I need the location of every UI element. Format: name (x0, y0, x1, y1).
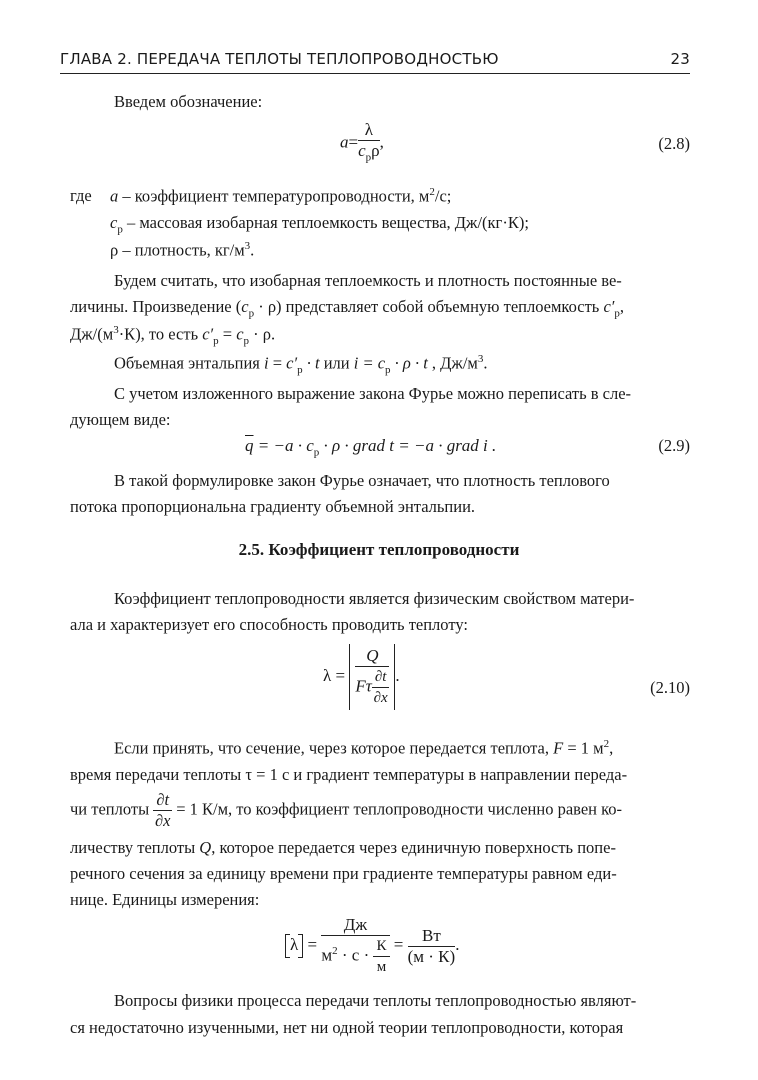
p1-l3c: ·К), то есть (118, 324, 203, 344)
p2-e: p (297, 363, 303, 376)
eq28-lhs: a (340, 132, 349, 152)
def-rho-text: ρ – плотность, кг/м (110, 240, 245, 260)
chapter-title: ГЛАВА 2. ПЕРЕДАЧА ТЕПЛОТЫ ТЕПЛОПРОВОДНОСТЬЮ (60, 50, 499, 68)
eq210-den (355, 667, 389, 708)
eq28-number: (2.8) (658, 134, 690, 153)
units-den2: (м · К) (407, 946, 456, 966)
para4-line1: В такой формулировке закон Фурье означает, что плотность теплового (114, 471, 610, 490)
def-rho (110, 240, 254, 261)
para4-line2: потока пропорциональна градиенту объемной энтальпии. (70, 497, 476, 516)
eq210-dx: ∂x (373, 690, 388, 706)
def-cp (110, 213, 529, 235)
p6-l4b: Q (199, 838, 212, 857)
units-lam: λ (290, 934, 299, 954)
para3-line2: дующем виде: (70, 410, 171, 429)
eq28-fraction (358, 120, 380, 167)
def-a-text: – коэффициент температуропроводности, м (118, 186, 430, 206)
para5-line1: Коэффициент теплопроводности является физическим свойством матери- (114, 589, 635, 608)
eq210-dt: ∂t (374, 669, 387, 685)
p6-dx: ∂x (154, 811, 171, 830)
eq28-den-c: c (358, 141, 366, 160)
p1-l3d: c′ (202, 324, 214, 344)
eq29-number: (2.9) (658, 436, 690, 455)
eq28-eq: = (348, 132, 359, 152)
para6-line1 (114, 738, 613, 759)
para6-line5: речного сечения за единицу времени при градиенте температуры равном еди- (70, 864, 617, 883)
eq29-sub: p (313, 446, 320, 459)
units-eq1: = (307, 934, 318, 954)
p6-frac (153, 790, 172, 831)
equation-2-10 (323, 644, 400, 710)
p2-c: = (268, 353, 287, 373)
header-rule (60, 73, 690, 74)
eq29-q: $\overline{q}$ (245, 436, 254, 455)
p1-l2g: , (619, 297, 625, 316)
eq29-rhs2: · ρ · grad t = −a · grad i . (319, 436, 497, 455)
p6-l3b: = 1 К/м, то коэффициент теплопроводности численно равен ко- (172, 799, 623, 819)
p2-l: p (385, 363, 391, 376)
p1-l2a: личины. Произведение ( (70, 297, 242, 316)
p6-l1a: Если принять, что сечение, через которое передается теплота, (114, 738, 554, 758)
p1-l3i: · ρ. (249, 324, 276, 344)
para7-line2: ся недостаточно изученными, нет ни одной теории теплопроводности, которая (70, 1018, 624, 1037)
units-eq2: = (393, 934, 404, 954)
def-cp-sym: c (110, 213, 118, 232)
eq210-dnum (372, 667, 390, 688)
units-kden: м (376, 959, 387, 975)
page-header (60, 50, 690, 74)
p2-m: · ρ · t (390, 353, 428, 373)
def-where: где (70, 186, 92, 205)
p1-l3b: 3 (113, 324, 119, 336)
units-knum: К (373, 936, 389, 957)
para5-line2: ала и характеризует его способность проводить теплоту: (70, 615, 468, 634)
eq28-num: λ (358, 120, 380, 141)
p6-l1b: F (553, 738, 564, 758)
units-den1a: м (321, 945, 333, 965)
units-frac2 (408, 926, 456, 967)
para6-line3 (70, 790, 622, 831)
p1-l3e: p (213, 334, 219, 347)
p2-g: или (319, 353, 354, 373)
def-a-sup: 2 (429, 186, 435, 198)
intro-text: Введем обозначение: (114, 92, 263, 111)
p2-b: i (264, 353, 269, 373)
units-den1b: · с · (337, 945, 374, 965)
p2-p: . (483, 353, 488, 373)
eq28-den-sub: p (365, 151, 372, 164)
p2-o: 3 (477, 353, 484, 365)
p6-frac-den (153, 811, 172, 831)
p6-l1d: 2 (603, 738, 610, 750)
p2-d: c′ (286, 353, 298, 373)
eq210-abs (349, 644, 395, 710)
units-equation (285, 915, 459, 977)
para7-line1: Вопросы физики процесса передачи теплоты теплопроводностью являют- (114, 991, 637, 1010)
def-cp-sub: p (117, 223, 123, 236)
def-rho-sup: 3 (244, 240, 251, 252)
para2 (114, 353, 487, 376)
eq210-tail: . (395, 665, 400, 685)
eq210-num (355, 646, 389, 667)
units-den1 (321, 936, 389, 977)
p1-l3a: Дж/(м (70, 324, 114, 344)
eq210-q: Q (366, 646, 379, 665)
para1-line1: Будем считать, что изобарная теплоемкость и плотность постоянные ве- (114, 271, 622, 290)
p6-dt: ∂t (156, 790, 170, 809)
page-number: 23 (670, 50, 690, 68)
eq210-dden (372, 688, 390, 708)
para6-line4 (70, 838, 616, 858)
equation-2-8 (340, 120, 384, 167)
para6-line2: время передачи теплоты τ = 1 с и градиент температуры в направлении переда- (70, 765, 628, 784)
eq210-fraction (355, 646, 389, 708)
para3-line1: С учетом изложенного выражение закона Фурье можно переписать в сле- (114, 384, 632, 403)
units-rbracket (298, 934, 303, 958)
def-cp-text: – массовая изобарная теплоемкость вещества, Дж/(кг·К); (122, 213, 529, 232)
p6-l4c: , которое передается через единичную поверхность попе- (211, 838, 616, 857)
eq210-lhs: λ = (323, 665, 346, 685)
def-a-sym: a (110, 186, 119, 206)
def-a-tail: /с; (434, 186, 452, 206)
def-rho-tail: . (250, 240, 255, 260)
para1-line2 (70, 297, 624, 319)
eq28-tail: , (379, 132, 384, 152)
p6-l1e: , (609, 738, 614, 758)
units-den1sup: 2 (332, 944, 338, 957)
p1-l3h: p (243, 334, 250, 347)
eq210-number: (2.10) (650, 678, 690, 697)
p6-frac-num (153, 790, 172, 811)
units-tail: . (455, 934, 460, 954)
p2-k: = c (358, 353, 386, 373)
units-frac1 (321, 915, 389, 977)
section-heading: 2.5. Коэффициент теплопроводности (238, 540, 520, 559)
p1-l2c: p (248, 307, 255, 320)
eq29-rhs1: = −a · c (253, 436, 314, 455)
eq210-den-a: Fτ (355, 676, 372, 696)
p6-l4a: личеству теплоты (70, 838, 200, 857)
p1-l2b: c (241, 297, 249, 316)
def-a (110, 186, 451, 207)
p6-l1c: = 1 м (563, 738, 604, 758)
eq28-den (358, 141, 380, 167)
p2-h: i (353, 353, 359, 373)
p2-f: · t (302, 353, 320, 373)
units-kfrac (373, 936, 389, 977)
p1-l3f: = (218, 324, 237, 344)
units-num2: Вт (408, 926, 456, 947)
eq28-den-rho: ρ (371, 141, 380, 160)
p1-l2d: · ρ) представляет собой объемную теплоемкость (254, 297, 604, 316)
p6-l3a: чи теплоты (70, 799, 154, 819)
p2-n: , Дж/м (427, 353, 478, 373)
equation-2-9 (245, 436, 496, 458)
p1-l2f: p (614, 307, 620, 320)
eq210-dfrac (372, 667, 390, 708)
p2-a: Объемная энтальпия (114, 353, 264, 373)
p1-l2e: c′ (603, 297, 615, 316)
para1-line3 (70, 324, 275, 347)
p1-l3g: c (236, 324, 244, 344)
para6-line6: нице. Единицы измерения: (70, 890, 260, 909)
units-num1: Дж (321, 915, 389, 936)
